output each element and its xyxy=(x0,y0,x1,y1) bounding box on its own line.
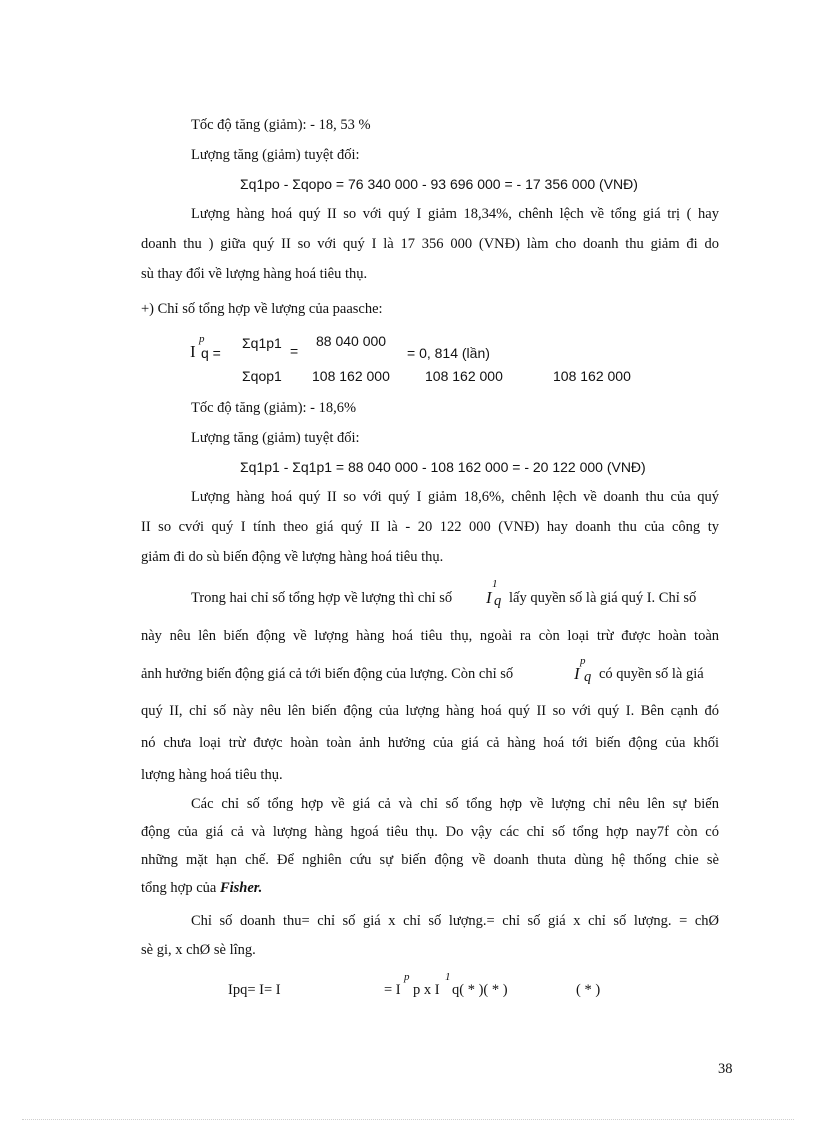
text-line: này nêu lên biến động về lượng hàng hoá tiêu thụ, ngoài ra còn loại trừ được hoàn toàn xyxy=(141,628,719,644)
formula-numerator: Σq1p1 xyxy=(242,335,282,351)
text-line: Trong hai chỉ số tổng hợp về lượng thì chỉ số xyxy=(191,590,453,606)
text-line: Tốc độ tăng (giảm): - 18,6% xyxy=(191,400,357,416)
formula-equals: = xyxy=(290,343,299,359)
text-line: sè gi, x chØ sè lîng. xyxy=(141,942,256,958)
text-line: nó chưa loại trừ được hoàn toàn ảnh hưởng của giá cả hàng hoá tới biến động của khối xyxy=(141,735,719,751)
formula-line: Σq1po - Σqopo = 76 340 000 - 93 696 000 = - 17 356 000 (VNĐ) xyxy=(240,176,638,192)
text-line: Chỉ số doanh thu= chỉ số giá x chỉ số lượng.= chỉ số giá x chỉ số lượng. = chØ xyxy=(191,913,719,929)
page-number: 38 xyxy=(718,1061,733,1077)
formula-denominator: Σqop1 xyxy=(242,368,282,384)
formula-symbol: I xyxy=(190,342,196,361)
formula-left: Ipq= I= I xyxy=(228,982,281,998)
page-bottom-border xyxy=(22,1119,794,1120)
text-line: ảnh hưởng biến động giá cả tới biến động của lượng. Còn chỉ số xyxy=(141,666,514,682)
formula-subscript: q = xyxy=(201,345,221,361)
formula-superscript: 1 xyxy=(445,971,451,983)
formula-value: 108 162 000 xyxy=(425,368,503,384)
text-fragment: tổng hợp của xyxy=(141,880,217,896)
text-line: Lượng hàng hoá quý II so với quý I giảm 18,6%, chênh lệch về doanh thu của quý xyxy=(191,489,719,505)
text-line: có quyền số là giá xyxy=(599,666,704,682)
symbol-index: I xyxy=(486,588,492,607)
text-line: giảm đi do sù biến động về lượng hàng hoá tiêu thụ. xyxy=(141,549,444,565)
formula-superscript: p xyxy=(199,333,205,345)
formula-part: q( * )( * ) xyxy=(452,982,508,998)
text-line: lượng hàng hoá tiêu thụ. xyxy=(141,767,283,783)
symbol-superscript: 1 xyxy=(492,578,498,590)
text-line: động của giá cả và lượng hàng hgoá tiêu thụ. Do vậy các chỉ số tổng hợp nay7f còn có xyxy=(141,824,719,840)
symbol-subscript: q xyxy=(494,593,502,609)
text-line: Lượng tăng (giảm) tuyệt đối: xyxy=(191,430,360,446)
formula-value: 108 162 000 xyxy=(553,368,631,384)
text-line: sù thay đổi về lượng hàng hoá tiêu thụ. xyxy=(141,266,368,282)
section-heading: +) Chỉ số tổng hợp về lượng của paasche: xyxy=(141,301,383,317)
text-line: những mặt hạn chế. Để nghiên cứu sự biến động về doanh thuta dùng hệ thống chie sè xyxy=(141,852,719,868)
symbol-index: I xyxy=(574,664,580,683)
formula-value: 88 040 000 xyxy=(316,333,387,349)
text-line: Tốc độ tăng (giảm): - 18, 53 % xyxy=(191,117,371,133)
formula-line: Σq1p1 - Σq1p1 = 88 040 000 - 108 162 000 = - 20 122 000 (VNĐ) xyxy=(240,459,646,475)
text-line: Lượng tăng (giảm) tuyệt đối: xyxy=(191,147,360,163)
fisher-term: Fisher. xyxy=(219,880,263,896)
formula-marker: ( * ) xyxy=(576,982,601,998)
text-line: lấy quyền số là giá quý I. Chỉ số xyxy=(509,590,697,606)
formula-part: = I xyxy=(384,982,401,998)
symbol-superscript: p xyxy=(580,655,586,667)
formula-superscript: p xyxy=(404,971,410,983)
text-line: Các chỉ số tổng hợp về giá cả và chỉ số tổng hợp về lượng chỉ nêu lên sự biến xyxy=(191,796,719,812)
formula-value: 108 162 000 xyxy=(312,368,390,384)
text-line: Lượng hàng hoá quý II so với quý I giảm 18,34%, chênh lệch về tổng giá trị ( hay xyxy=(191,206,719,222)
text-line xyxy=(141,879,262,897)
formula-result: = 0, 814 (lần) xyxy=(407,345,490,361)
formula-part: p x I xyxy=(413,982,440,998)
symbol-subscript: q xyxy=(584,669,592,685)
text-line: doanh thu ) giữa quý II so với quý I là 17 356 000 (VNĐ) làm cho doanh thu giảm đi do xyxy=(141,236,719,252)
text-line: quý II, chỉ số này nêu lên biến động của lượng hàng hoá quý II so với quý I. Bên cạnh đó xyxy=(141,703,719,719)
text-line: II so cvới quý I tính theo giá quý II là - 20 122 000 (VNĐ) hay doanh thu của công ty xyxy=(141,519,719,535)
